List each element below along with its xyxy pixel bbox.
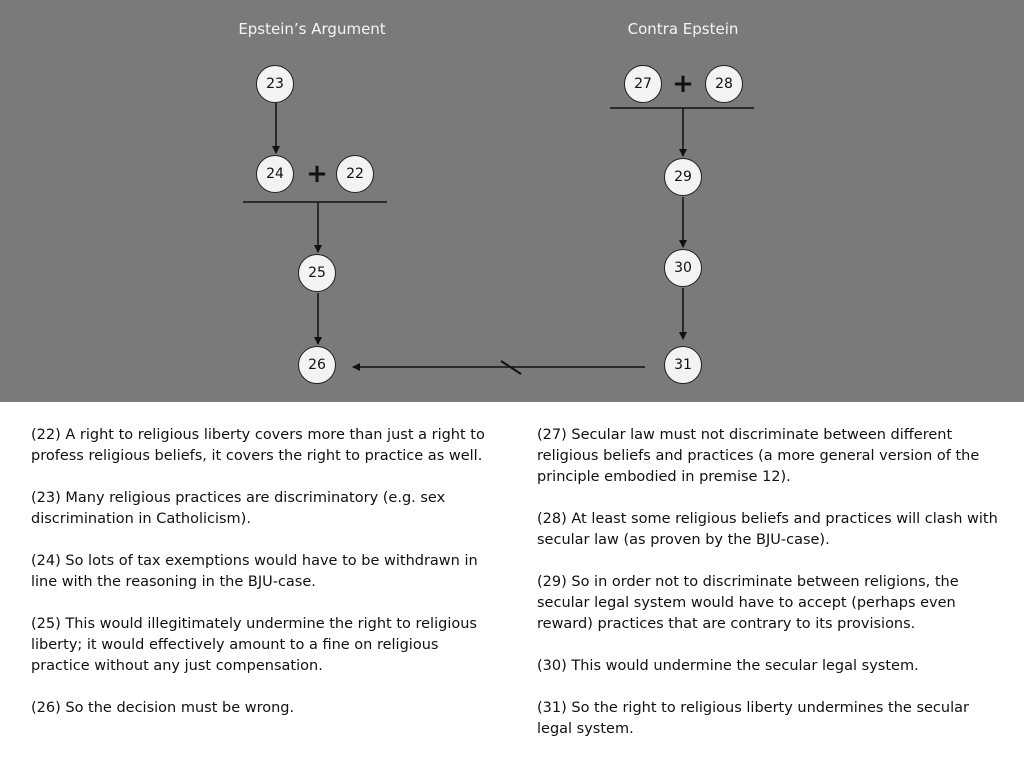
premise-28: (28) At least some religious beliefs and practices will clash with secular law (as proven by the BJU-case). <box>537 511 998 548</box>
premise-22: (22) A right to religious liberty covers more than just a right to profess religious beliefs, it covers the right to practice as well. <box>31 427 485 464</box>
premises-right-column <box>537 425 1007 761</box>
node-23: 23 <box>256 65 294 103</box>
node-29: 29 <box>664 158 702 196</box>
node-28: 28 <box>705 65 743 103</box>
node-31: 31 <box>664 346 702 384</box>
premise-27: (27) Secular law must not discriminate between different religious beliefs and practices (a more general version of the principle embodied in premise 12). <box>537 427 980 485</box>
premise-23: (23) Many religious practices are discriminatory (e.g. sex discrimination in Catholicism). <box>31 490 446 527</box>
node-25: 25 <box>298 254 336 292</box>
premise-29: (29) So in order not to discriminate between religions, the secular legal system would have to accept (perhaps even reward) practices that are contrary to its provisions. <box>537 574 959 632</box>
node-24: 24 <box>256 155 294 193</box>
right-column-title: Contra Epstein <box>627 20 739 38</box>
plus-sign-right: + <box>672 69 694 99</box>
premise-26: (26) So the decision must be wrong. <box>31 700 295 716</box>
plus-sign-left: + <box>306 159 328 189</box>
left-column-title: Epstein’s Argument <box>238 20 386 38</box>
node-22: 22 <box>336 155 374 193</box>
premise-31: (31) So the right to religious liberty undermines the secular legal system. <box>537 700 969 737</box>
premise-24: (24) So lots of tax exemptions would have to be withdrawn in line with the reasoning in the BJU-case. <box>31 553 478 590</box>
premises-left-column <box>31 425 501 740</box>
premise-25: (25) This would illegitimately undermine the right to religious liberty; it would effectively amount to a fine on religious practice without any just compensation. <box>31 616 477 674</box>
node-30: 30 <box>664 249 702 287</box>
premise-30: (30) This would undermine the secular legal system. <box>537 658 919 674</box>
node-26: 26 <box>298 346 336 384</box>
node-27: 27 <box>624 65 662 103</box>
